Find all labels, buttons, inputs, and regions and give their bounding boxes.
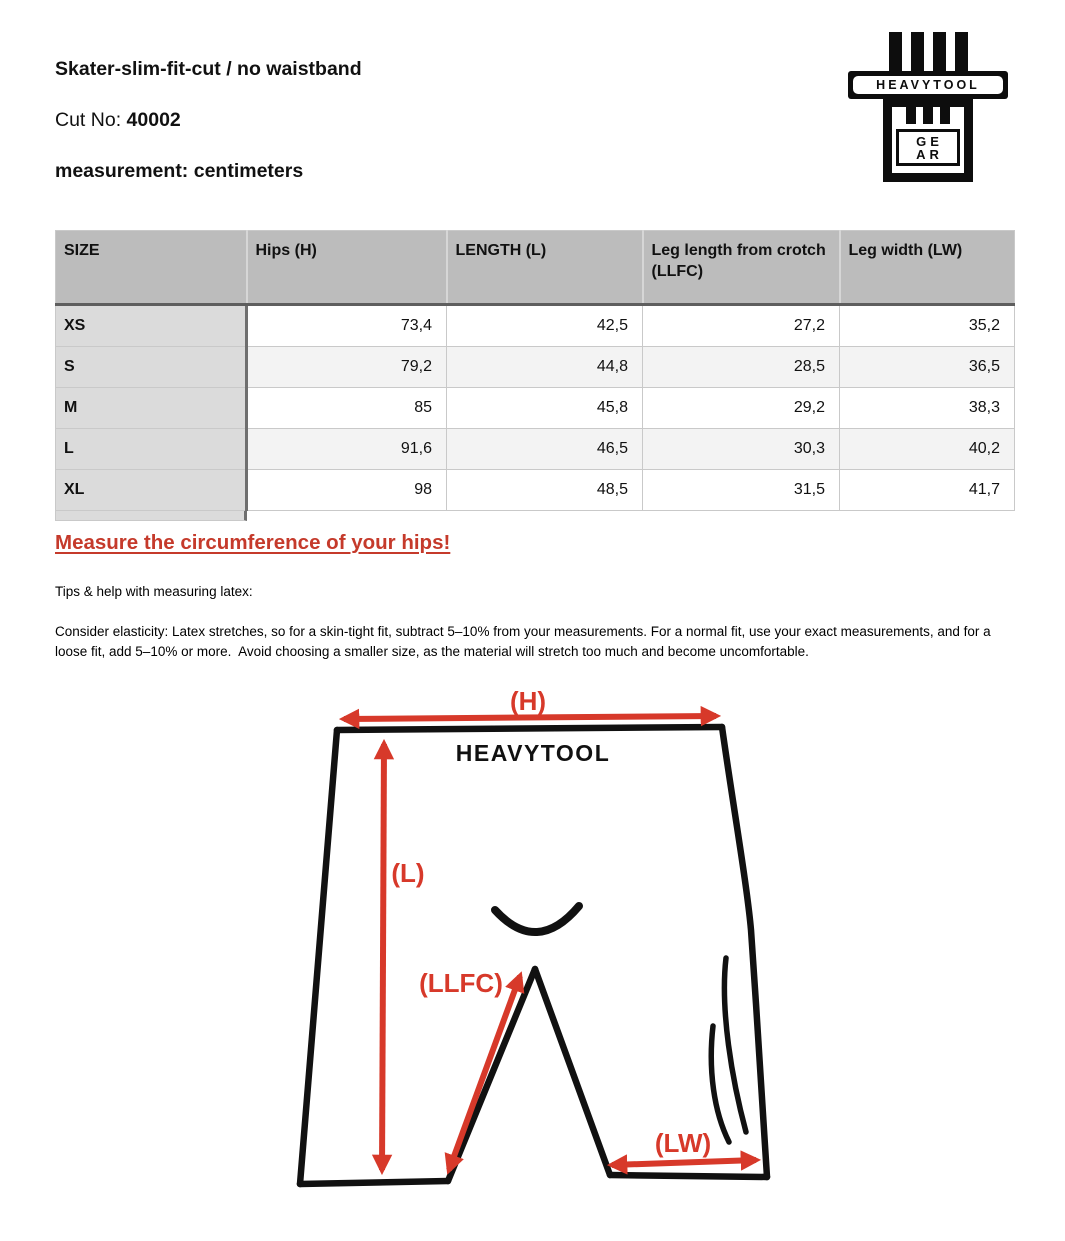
table-row-xl xyxy=(56,470,1015,511)
tips-heading: Tips & help with measuring latex: xyxy=(55,584,253,599)
logo-bar xyxy=(955,32,968,72)
measurement-arrows xyxy=(344,716,756,1170)
cut-number-line xyxy=(55,106,362,134)
lw-value: 40,2 xyxy=(840,429,1015,470)
column-header-length: LENGTH (L) xyxy=(447,231,643,305)
size-label: XS xyxy=(56,305,247,347)
wrinkle-line-1 xyxy=(724,958,746,1132)
table-row-m xyxy=(56,388,1015,429)
llfc-value: 28,5 xyxy=(643,347,840,388)
lw-value: 41,7 xyxy=(840,470,1015,511)
crotch-curve xyxy=(495,906,579,932)
llfc-value: 30,3 xyxy=(643,429,840,470)
hips-value: 73,4 xyxy=(247,305,447,347)
lw-value: 38,3 xyxy=(840,388,1015,429)
length-label: (L) xyxy=(391,858,425,888)
lw-value: 36,5 xyxy=(840,347,1015,388)
lw-label: (LW) xyxy=(654,1128,712,1158)
llfc-arrow xyxy=(449,976,520,1170)
logo-stem-wrap xyxy=(848,98,1008,182)
logo-bar xyxy=(911,32,924,72)
logo-stem-bars-icon xyxy=(896,107,960,124)
logo-top-bars-icon xyxy=(848,32,1008,72)
shorts-outline xyxy=(300,727,767,1184)
right-inner-edge xyxy=(535,969,610,1175)
logo-gear-text xyxy=(896,129,960,166)
column-header-hips: Hips (H) xyxy=(247,231,447,305)
hips-measure-callout: Measure the circumference of your hips! xyxy=(55,531,451,554)
logo-bar xyxy=(889,32,902,72)
logo-gear-line2: AR xyxy=(916,147,943,162)
length-value: 46,5 xyxy=(447,429,643,470)
logo-bar xyxy=(933,32,946,72)
page-title: Skater-slim-fit-cut / no waistband xyxy=(55,58,362,80)
cut-number-value: 40002 xyxy=(126,109,181,131)
logo-band xyxy=(848,71,1008,99)
document-header xyxy=(55,55,362,185)
logo-stem xyxy=(883,98,973,182)
shorts-measurement-diagram xyxy=(270,680,790,1240)
column-header-size: SIZE xyxy=(56,231,247,305)
diagram-brand-text: HEAVYTOOL xyxy=(455,740,611,766)
lw-arrow xyxy=(612,1160,756,1165)
hips-label: (H) xyxy=(509,686,547,716)
size-table xyxy=(55,230,1015,511)
length-value: 42,5 xyxy=(447,305,643,347)
size-label: XL xyxy=(56,470,247,511)
hips-value: 79,2 xyxy=(247,347,447,388)
right-leg-hem xyxy=(610,1175,767,1177)
heavytool-gear-logo xyxy=(848,32,1008,182)
table-header-row xyxy=(56,231,1015,305)
column-header-lw: Leg width (LW) xyxy=(840,231,1015,305)
logo-bar xyxy=(923,107,933,124)
table-row-s xyxy=(56,347,1015,388)
left-inner-edge xyxy=(448,969,535,1181)
elasticity-paragraph: Consider elasticity: Latex stretches, so for a skin-tight fit, subtract 5–10% from your measurements. For a normal fit, use your exact measurements, and for a loose fit, add 5–10% or more. Avoid choosing a smaller size, as the material will stretch too much and become uncomfortable. xyxy=(55,624,995,659)
hips-value: 98 xyxy=(247,470,447,511)
logo-brand-text: HEAVYTOOL xyxy=(852,75,1004,95)
logo-bar xyxy=(940,107,950,124)
shorts-diagram-svg xyxy=(270,680,790,1240)
size-column-tail xyxy=(55,511,247,521)
hips-arrow xyxy=(344,716,716,719)
left-outer-edge xyxy=(300,730,337,1184)
column-header-llfc: Leg length from crotch (LLFC) xyxy=(643,231,840,305)
cut-number-label: Cut No: xyxy=(55,109,127,131)
length-arrow xyxy=(382,744,384,1170)
size-label: M xyxy=(56,388,247,429)
hips-value: 85 xyxy=(247,388,447,429)
llfc-value: 31,5 xyxy=(643,470,840,511)
lw-value: 35,2 xyxy=(840,305,1015,347)
length-value: 45,8 xyxy=(447,388,643,429)
table-row-l xyxy=(56,429,1015,470)
logo-gear-line1: GE xyxy=(916,134,943,149)
size-label: L xyxy=(56,429,247,470)
table-row-xs xyxy=(56,305,1015,347)
llfc-value: 27,2 xyxy=(643,305,840,347)
llfc-label: (LLFC) xyxy=(419,968,503,998)
logo-bar xyxy=(906,107,916,124)
length-value: 48,5 xyxy=(447,470,643,511)
llfc-value: 29,2 xyxy=(643,388,840,429)
size-label: S xyxy=(56,347,247,388)
length-value: 44,8 xyxy=(447,347,643,388)
left-leg-hem xyxy=(300,1181,448,1184)
waistband-line xyxy=(337,727,722,730)
measuring-notes xyxy=(55,531,1017,662)
right-outer-edge xyxy=(722,727,767,1177)
size-table-section xyxy=(55,230,1014,511)
measurement-unit-line: measurement: centimeters xyxy=(55,160,304,182)
hips-value: 91,6 xyxy=(247,429,447,470)
